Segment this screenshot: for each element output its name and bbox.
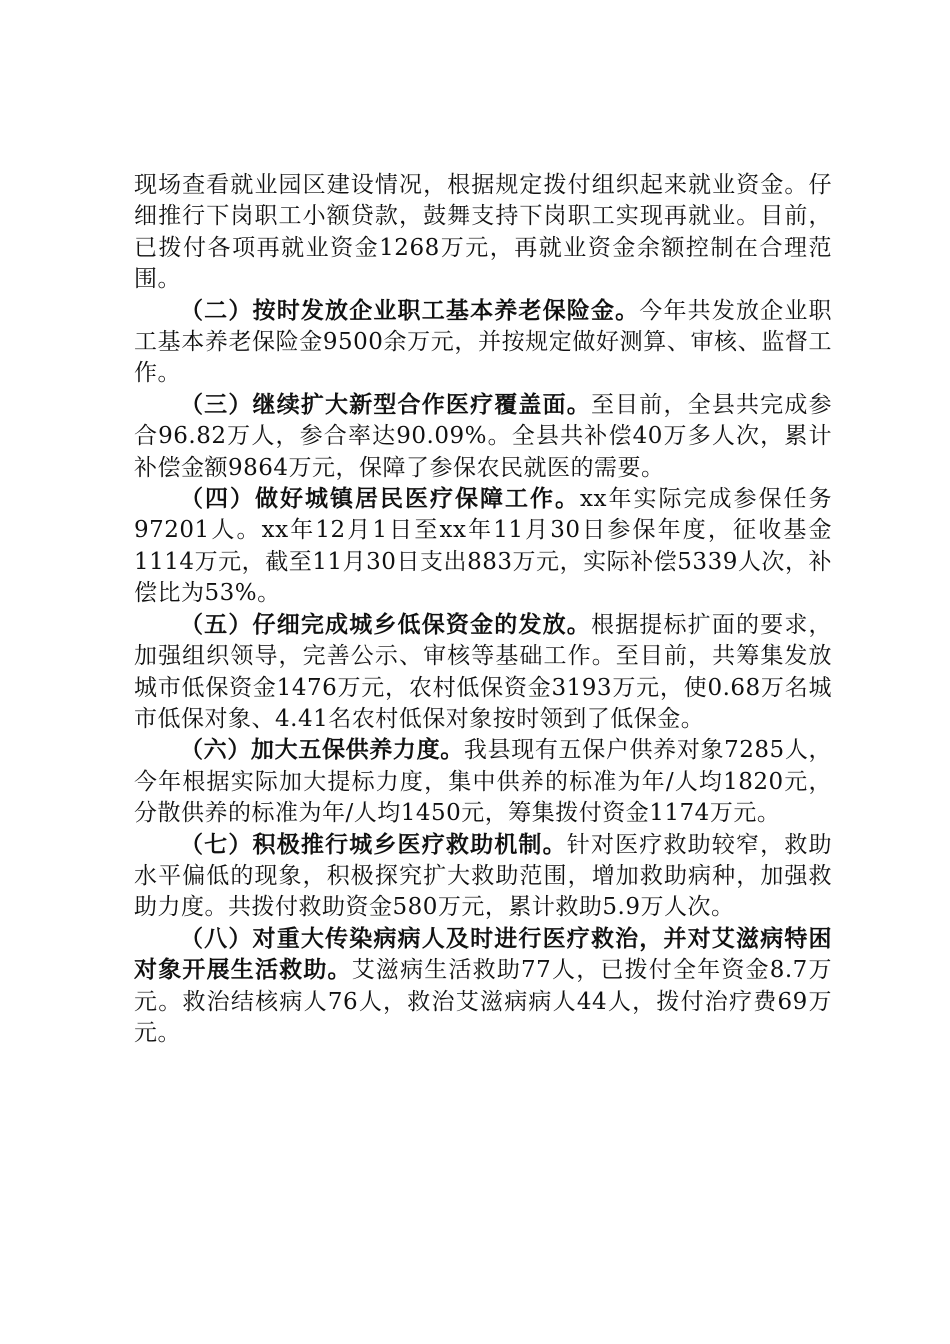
paragraph-text: xx年实际完成参保任务97201人。xx年12月1日至xx年11月30日参保年度，征收基金1114万元，截至11月30日支出883万元，实际补偿5339人次，补偿比为53%。 [134,486,832,607]
paragraph-section-4 [134,484,832,610]
paragraph-section-2 [134,296,832,390]
paragraph-text: 我县现有五保户供养对象7285人，今年根据实际加大提标力度，集中供养的标准为年/人均1820元，分散供养的标准为年/人均1450元，筹集拨付资金1174万元。 [134,737,832,827]
paragraph-text: 根据提标扩面的要求，加强组织领导，完善公示、审核等基础工作。至目前，共筹集发放城市低保资金1476万元，农村低保资金3193万元，使0.68万名城市低保对象、4.41名农村低保对象按时领到了低保金。 [134,611,833,732]
paragraph-section-5 [134,610,832,736]
section-heading: （七）积极推行城乡医疗救助机制。 [180,831,567,858]
document-body [134,170,832,1049]
section-heading: （四）做好城镇居民医疗保障工作。 [180,486,581,513]
paragraph-text: 现场查看就业园区建设情况，根据规定拨付组织起来就业资金。仔细推行下岗职工小额贷款，鼓舞支持下岗职工实现再就业。目前，已拨付各项再就业资金1268万元，再就业资金余额控制在合理范围。 [134,172,832,293]
paragraph-text: 针对医疗救助较窄，救助水平偏低的现象，积极探究扩大救助范围，增加救助病种，加强救助力度。共拨付救助资金580万元，累计救助5.9万人次。 [134,831,833,921]
paragraph-intro [134,170,832,296]
paragraph-section-8 [134,924,832,1050]
paragraph-section-7 [134,830,832,924]
section-heading: （五）仔细完成城乡低保资金的发放。 [180,611,591,638]
section-heading: （二）按时发放企业职工基本养老保险金。 [180,297,640,324]
section-heading: （八）对重大传染病病人及时进行医疗救治，并对艾滋病特困对象开展生活救助。 [134,925,832,984]
section-heading: （三）继续扩大新型合作医疗覆盖面。 [180,391,591,418]
paragraph-text: 今年共发放企业职工基本养老保险金9500余万元，并按规定做好测算、审核、监督工作。 [134,297,833,387]
section-heading: （六）加大五保供养力度。 [180,737,464,764]
paragraph-section-6 [134,735,832,829]
paragraph-text: 至目前，全县共完成参合96.82万人，参合率达90.09%。全县共补偿40万多人次，累计补偿金额9864万元，保障了参保农民就医的需要。 [134,391,833,481]
paragraph-text: 艾滋病生活救助77人，已拨付全年资金8.7万元。救治结核病人76人，救治艾滋病病人44人，拨付治疗费69万元。 [134,957,832,1046]
paragraph-section-3 [134,390,832,484]
